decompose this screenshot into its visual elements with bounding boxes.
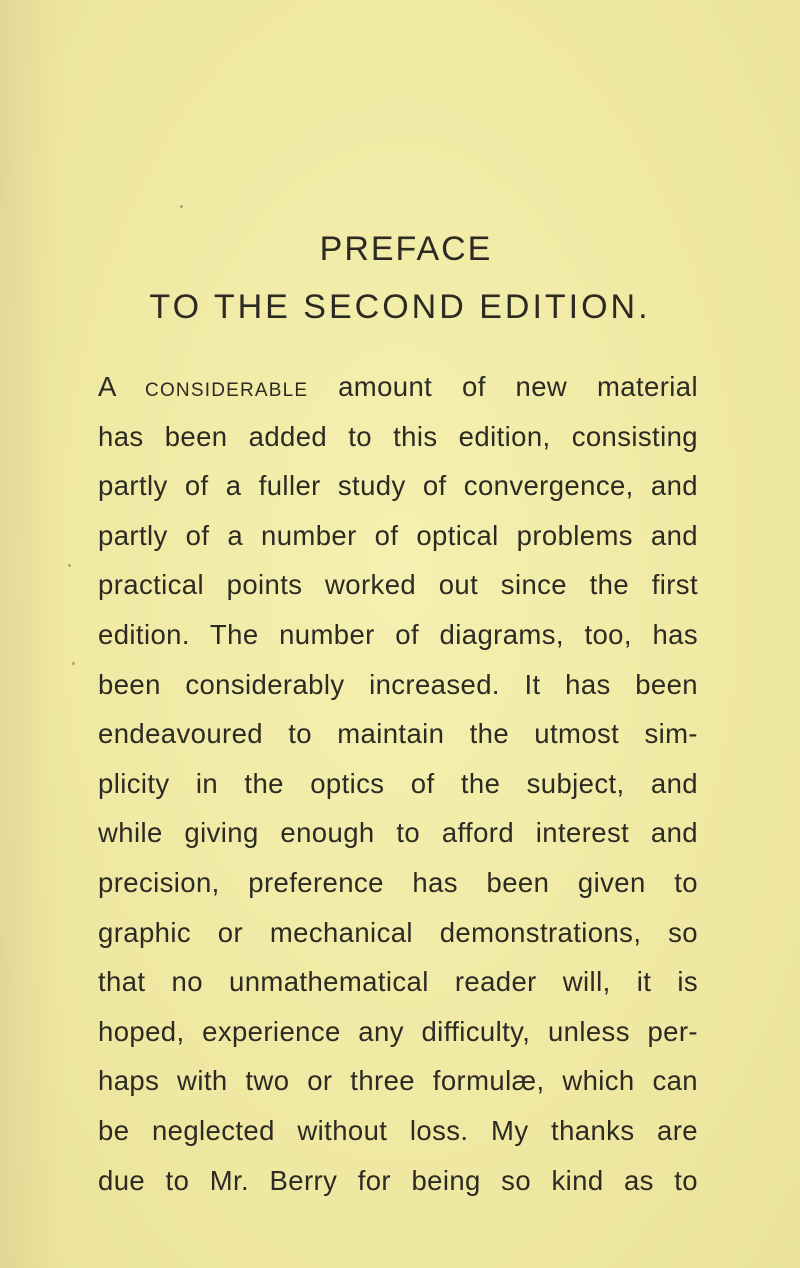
- text-line-1-rest: amount of new material: [308, 371, 698, 402]
- page-edge-shadow: [0, 0, 60, 1268]
- paper-speck: [180, 205, 183, 208]
- text-line-12: graphic or mechanical demonstrations, so: [98, 916, 698, 948]
- paper-speck: [68, 564, 71, 567]
- text-line-6: edition. The number of diagrams, too, has: [98, 618, 698, 650]
- text-line-14: hoped, experience any difficulty, unless per-: [98, 1015, 698, 1047]
- text-line-2: has been added to this edition, consisting: [98, 420, 698, 452]
- text-line-10: while giving enough to afford interest and: [98, 817, 698, 849]
- drop-letter: A: [98, 371, 116, 402]
- text-line-13: that no unmathematical reader will, it is: [98, 966, 698, 998]
- small-caps-word: considerable: [145, 371, 309, 402]
- text-line-17: due to Mr. Berry for being so kind as to: [98, 1164, 698, 1196]
- text-line-4: partly of a number of optical problems and: [98, 519, 698, 551]
- text-line-11: precision, preference has been given to: [98, 866, 698, 898]
- text-line-9: plicity in the optics of the subject, and: [98, 767, 698, 799]
- text-line-5: practical points worked out since the first: [98, 569, 698, 601]
- text-line-15: haps with two or three formulæ, which can: [98, 1065, 698, 1097]
- text-line-7: been considerably increased. It has been: [98, 668, 698, 700]
- preface-subtitle: TO THE SECOND EDITION.: [149, 288, 651, 326]
- preface-body: [98, 362, 698, 1205]
- text-line-1: [98, 362, 698, 412]
- text-line-3: partly of a fuller study of convergence, and: [98, 470, 698, 502]
- paper-speck: [72, 662, 75, 665]
- preface-title: PREFACE: [319, 230, 493, 268]
- text-line-8: endeavoured to maintain the utmost sim-: [98, 718, 698, 750]
- text-line-16: be neglected without loss. My thanks are: [98, 1114, 698, 1146]
